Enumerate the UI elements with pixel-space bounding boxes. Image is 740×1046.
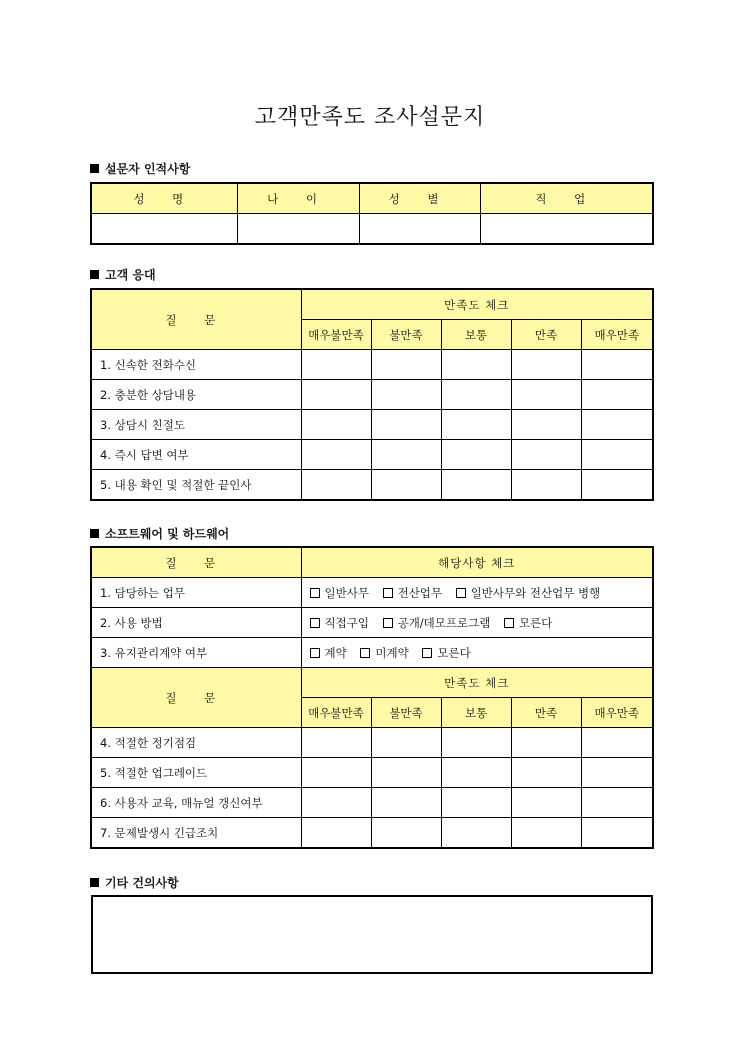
- answer-cell[interactable]: [301, 758, 371, 788]
- option[interactable]: 일반사무: [310, 586, 369, 600]
- scale-unsatisfied: 불만족: [371, 698, 441, 728]
- checkbox-icon[interactable]: [310, 648, 320, 658]
- scale-neutral: 보통: [441, 698, 511, 728]
- question-label: 6. 사용자 교육, 매뉴얼 갱신여부: [91, 788, 301, 818]
- question-label: 5. 적절한 업그레이드: [91, 758, 301, 788]
- checkbox-icon[interactable]: [383, 588, 393, 598]
- square-bullet-icon: [90, 270, 99, 279]
- option-group: [301, 638, 653, 668]
- section-heading-personal-info: 설문자 인적사항: [90, 160, 190, 177]
- answer-cell[interactable]: [371, 728, 441, 758]
- table-row: [91, 758, 653, 788]
- job-input-cell[interactable]: [480, 214, 653, 245]
- table-row: [91, 380, 653, 410]
- answer-cell[interactable]: [511, 758, 581, 788]
- checkbox-icon[interactable]: [456, 588, 466, 598]
- answer-cell[interactable]: [511, 410, 581, 440]
- scale-satisfied: 만족: [511, 698, 581, 728]
- answer-cell[interactable]: [581, 758, 653, 788]
- option[interactable]: 미계약: [360, 646, 408, 660]
- answer-cell[interactable]: [441, 410, 511, 440]
- scale-very-satisfied: 매우만족: [581, 320, 653, 350]
- answer-cell[interactable]: [301, 350, 371, 380]
- answer-cell[interactable]: [441, 470, 511, 501]
- answer-cell[interactable]: [371, 350, 441, 380]
- option[interactable]: 공개/데모프로그램: [383, 616, 491, 630]
- answer-cell[interactable]: [511, 470, 581, 501]
- answer-cell[interactable]: [581, 728, 653, 758]
- answer-cell[interactable]: [371, 410, 441, 440]
- suggestions-box[interactable]: [91, 895, 653, 974]
- square-bullet-icon: [90, 164, 99, 173]
- answer-cell[interactable]: [441, 818, 511, 849]
- table-row: [91, 728, 653, 758]
- col-age: 나 이: [237, 183, 359, 214]
- square-bullet-icon: [90, 529, 99, 538]
- answer-cell[interactable]: [441, 380, 511, 410]
- answer-cell[interactable]: [581, 788, 653, 818]
- answer-cell[interactable]: [371, 440, 441, 470]
- answer-cell[interactable]: [581, 350, 653, 380]
- answer-cell[interactable]: [301, 728, 371, 758]
- option-group: [301, 608, 653, 638]
- question-label: 3. 상담시 친절도: [91, 410, 301, 440]
- answer-cell[interactable]: [441, 788, 511, 818]
- question-label: 7. 문제발생시 긴급조치: [91, 818, 301, 849]
- table-row: [91, 818, 653, 849]
- check-header: 만족도 체크: [301, 289, 653, 320]
- answer-cell[interactable]: [581, 410, 653, 440]
- answer-cell[interactable]: [301, 380, 371, 410]
- scale-satisfied: 만족: [511, 320, 581, 350]
- checkbox-icon[interactable]: [310, 618, 320, 628]
- gender-input-cell[interactable]: [359, 214, 480, 245]
- option-group: [301, 578, 653, 608]
- table-row: [91, 638, 653, 668]
- option[interactable]: 모른다: [504, 616, 552, 630]
- answer-cell[interactable]: [441, 350, 511, 380]
- table-row: [91, 440, 653, 470]
- question-label: 2. 사용 방법: [91, 608, 301, 638]
- answer-cell[interactable]: [581, 470, 653, 501]
- answer-cell[interactable]: [371, 788, 441, 818]
- answer-cell[interactable]: [581, 380, 653, 410]
- answer-cell[interactable]: [581, 818, 653, 849]
- answer-cell[interactable]: [301, 788, 371, 818]
- section-heading-software-hardware: 소프트웨어 및 하드웨어: [90, 525, 229, 542]
- answer-cell[interactable]: [441, 758, 511, 788]
- answer-cell[interactable]: [511, 440, 581, 470]
- option[interactable]: 일반사무와 전산업무 병행: [456, 586, 601, 600]
- scale-unsatisfied: 불만족: [371, 320, 441, 350]
- question-label: 4. 적절한 정기점검: [91, 728, 301, 758]
- col-job: 직 업: [480, 183, 653, 214]
- question-label: 1. 담당하는 업무: [91, 578, 301, 608]
- software-hardware-table: [90, 546, 654, 849]
- question-header: 질 문: [91, 668, 301, 728]
- question-header: 질 문: [91, 547, 301, 578]
- answer-cell[interactable]: [581, 440, 653, 470]
- col-name: 성 명: [91, 183, 237, 214]
- answer-cell[interactable]: [441, 728, 511, 758]
- answer-cell[interactable]: [301, 440, 371, 470]
- table-row: [91, 470, 653, 501]
- question-label: 4. 즉시 답변 여부: [91, 440, 301, 470]
- customer-service-table: [90, 288, 654, 501]
- age-input-cell[interactable]: [237, 214, 359, 245]
- scale-very-unsatisfied: 매우불만족: [301, 320, 371, 350]
- question-label: 3. 유지관리계약 여부: [91, 638, 301, 668]
- answer-cell[interactable]: [301, 410, 371, 440]
- answer-cell[interactable]: [511, 818, 581, 849]
- check-header: 만족도 체크: [301, 668, 653, 698]
- checkbox-icon[interactable]: [504, 618, 514, 628]
- section-heading-customer-service: 고객 응대: [90, 266, 156, 283]
- answer-cell[interactable]: [511, 788, 581, 818]
- col-gender: 성 별: [359, 183, 480, 214]
- scale-neutral: 보통: [441, 320, 511, 350]
- answer-cell[interactable]: [371, 380, 441, 410]
- section-heading-suggestions: 기타 건의사항: [90, 874, 179, 891]
- table-row: [91, 410, 653, 440]
- page-title: 고객만족도 조사설문지: [254, 105, 486, 130]
- question-label: 1. 신속한 전화수신: [91, 350, 301, 380]
- answer-cell[interactable]: [301, 818, 371, 849]
- personal-info-table: [90, 182, 654, 245]
- option[interactable]: 모른다: [422, 646, 470, 660]
- check-header: 해당사항 체크: [301, 547, 653, 578]
- answer-cell[interactable]: [511, 728, 581, 758]
- table-row: [91, 578, 653, 608]
- checkbox-icon[interactable]: [360, 648, 370, 658]
- answer-cell[interactable]: [441, 440, 511, 470]
- answer-cell[interactable]: [511, 350, 581, 380]
- option[interactable]: 전산업무: [383, 586, 442, 600]
- answer-cell[interactable]: [371, 470, 441, 501]
- answer-cell[interactable]: [511, 380, 581, 410]
- square-bullet-icon: [90, 878, 99, 887]
- table-row: [91, 350, 653, 380]
- option[interactable]: 계약: [310, 646, 347, 660]
- question-label: 5. 내용 확인 및 적절한 끝인사: [91, 470, 301, 501]
- question-header: 질 문: [91, 289, 301, 350]
- table-row: [91, 608, 653, 638]
- answer-cell[interactable]: [371, 818, 441, 849]
- checkbox-icon[interactable]: [310, 588, 320, 598]
- scale-very-satisfied: 매우만족: [581, 698, 653, 728]
- name-input-cell[interactable]: [91, 214, 237, 245]
- option[interactable]: 직접구입: [310, 616, 369, 630]
- answer-cell[interactable]: [301, 470, 371, 501]
- checkbox-icon[interactable]: [383, 618, 393, 628]
- scale-very-unsatisfied: 매우불만족: [301, 698, 371, 728]
- question-label: 2. 충분한 상담내용: [91, 380, 301, 410]
- answer-cell[interactable]: [371, 758, 441, 788]
- checkbox-icon[interactable]: [422, 648, 432, 658]
- table-row: [91, 788, 653, 818]
